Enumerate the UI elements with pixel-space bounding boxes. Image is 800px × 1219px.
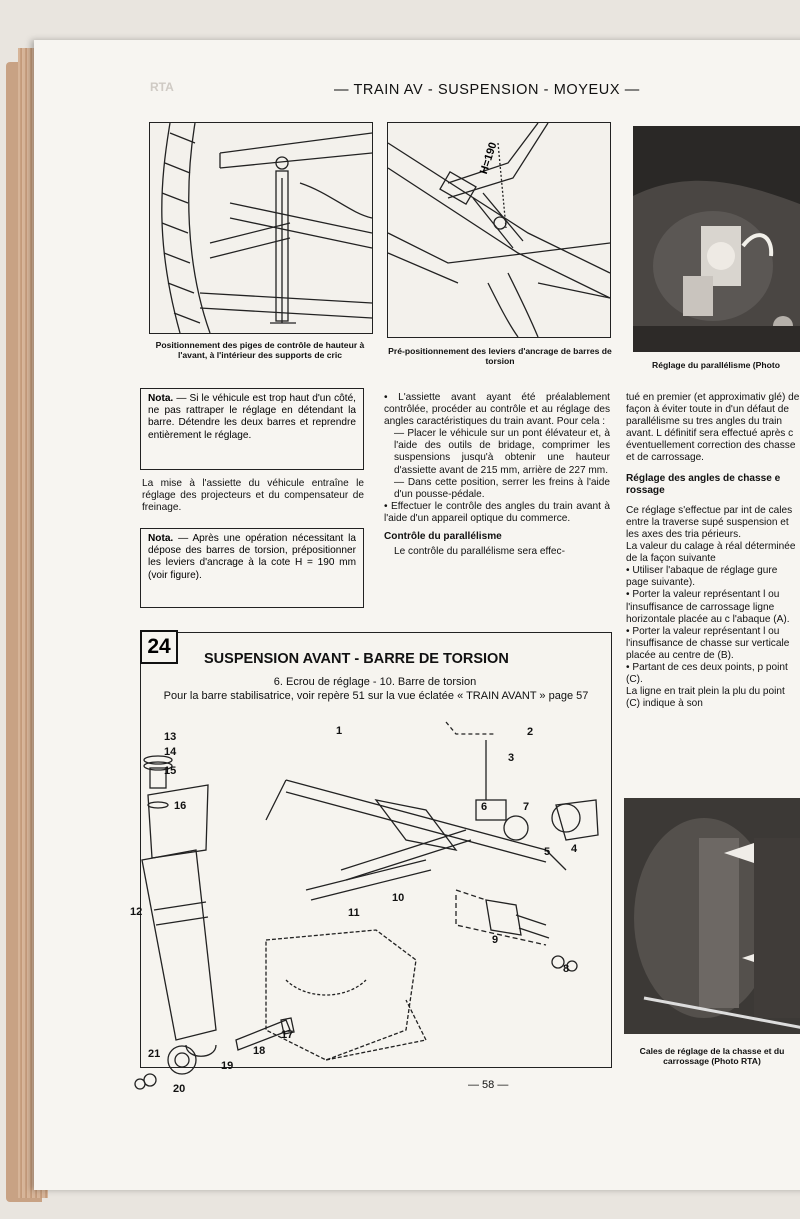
col2-bullet-4: • Effectuer le contrôle des angles du train avant à l'aide d'un appareil optique du commerce.: [384, 500, 610, 524]
callout-13: 13: [164, 731, 177, 743]
section-note: Pour la barre stabilisatrice, voir repère 51 sur la vue éclatée « TRAIN AVANT » page 57: [163, 690, 589, 702]
col3-text: [626, 392, 800, 778]
col3-paragraph-6: • Porter la valeur représentant l ou l'insuffisance de chasse sur verticale placée au centre de (B).: [626, 625, 790, 661]
col3-paragraph-8: La ligne en trait plein la plu du point (C) indique à son: [626, 686, 785, 710]
callout-7: 7: [523, 801, 530, 813]
callout-14: 14: [164, 746, 177, 758]
nota2-text: — Après une opération nécessitant la dépose des barres de torsion, prépositionner les leviers d'ancrage à la cote H = 190 mm (voir figure).: [148, 533, 356, 581]
callout-6: 6: [481, 801, 488, 813]
col3-paragraph-5: • Porter la valeur représentant l ou l'insuffisance de carrossage ligne horizontale placée au c l'abaque (A).: [626, 589, 790, 625]
nota2-title: Nota.: [148, 533, 174, 544]
col3-paragraph-2: Ce réglage s'effectue par int de cales entre la traverse supé suspension et les axes des tria périeurs.: [626, 504, 793, 540]
col2-heading: Contrôle du parallélisme: [384, 531, 502, 543]
torsion-bar-exploded-view: [126, 700, 612, 1110]
section-number: 24: [140, 630, 178, 664]
callout-2: 2: [527, 726, 534, 738]
callout-10: 10: [392, 892, 405, 904]
page-number: — 58 —: [468, 1079, 509, 1091]
col3-paragraph-7: • Partant de ces deux points, p point (C).: [626, 661, 788, 686]
callout-9: 9: [492, 934, 499, 946]
callout-19: 19: [221, 1060, 234, 1072]
nota-box-2: [140, 528, 364, 608]
col3-paragraph-3: La valeur du calage à réal déterminée de la façon suivante: [626, 541, 796, 565]
callout-8: 8: [563, 963, 570, 975]
photo-parallelisme: [633, 126, 800, 352]
figure-piges: [149, 122, 373, 334]
callout-5: 5: [544, 846, 551, 858]
callout-20: 20: [173, 1083, 186, 1095]
ghost-logo: RTA: [150, 80, 174, 94]
col2-text: [384, 392, 610, 558]
section-title: SUSPENSION AVANT - BARRE DE TORSION: [204, 651, 509, 667]
col3-heading: Réglage des angles de chasse e rossage: [626, 472, 781, 496]
col1-paragraph: La mise à l'assiette du véhicule entraîne le réglage des projecteurs et du compensateur de freinage.: [142, 478, 364, 514]
callout-15: 15: [164, 765, 177, 777]
page-header: — TRAIN AV - SUSPENSION - MOYEUX —: [334, 82, 640, 98]
callout-1: 1: [336, 725, 343, 737]
col3-paragraph-4: • Utiliser l'abaque de réglage gure page suivante).: [626, 565, 778, 589]
callout-17: 17: [281, 1029, 294, 1041]
nota1-text: — Si le véhicule est trop haut d'un côté, ne pas rattraper le réglage en détendant la barre. Détendre les deux barres et reprendre entièrement le réglage.: [148, 393, 356, 441]
callout-18: 18: [253, 1045, 266, 1057]
nota-box-1: [140, 388, 364, 470]
nota1-title: Nota.: [148, 393, 174, 404]
figure-leviers-h-label: H=190: [478, 140, 500, 176]
photo-parallelisme-caption: Réglage du parallélisme (Photo: [652, 360, 780, 370]
col2-bullet-1: • L'assiette avant ayant été préalablement contrôlée, procéder au contrôle et au réglage des angles caractéristiques du train avant. Pour cela :: [384, 392, 610, 428]
col2-bullet-3: — Dans cette position, serrer les freins à l'aide d'un pousse-pédale.: [394, 476, 610, 500]
photo-cales: [624, 798, 800, 1034]
section-subtitle: 6. Ecrou de réglage - 10. Barre de torsion: [273, 676, 477, 688]
figure-leviers: [387, 122, 611, 338]
callout-3: 3: [508, 752, 515, 764]
figure-piges-caption: Positionnement des piges de contrôle de hauteur à l'avant, à l'intérieur des supports de cric: [155, 340, 365, 360]
figure-leviers-caption: Pré-positionnement des leviers d'ancrage de barres de torsion: [388, 346, 612, 366]
callout-12: 12: [130, 906, 143, 918]
col3-paragraph-1: tué en premier (et approximativ glé) de façon à éviter toute in d'un défaut de parallélisme su tres angles du train avant. L définitif sera effectué après c éventuellement correction des chasse et de carrossage.: [626, 392, 800, 464]
piges-drawing: [150, 123, 372, 333]
photo-cales-caption: Cales de réglage de la chasse et du carrossage (Photo RTA): [639, 1046, 785, 1066]
leviers-drawing: [388, 123, 610, 337]
callout-21: 21: [148, 1048, 161, 1060]
photo-parallelisme-image: [633, 126, 800, 352]
col2-bullet-2: — Placer le véhicule sur un pont élévateur et, à l'aide des outils de bridage, comprimer les suspensions jusqu'à obtenir une hauteur d'assiette avant de 215 mm, arrière de 227 mm.: [394, 428, 610, 476]
callout-4: 4: [571, 843, 578, 855]
col2-last-line: Le contrôle du parallélisme sera effec-: [394, 546, 565, 558]
callout-11: 11: [348, 907, 360, 919]
photo-cales-image: [624, 798, 800, 1034]
callout-16: 16: [174, 800, 187, 812]
